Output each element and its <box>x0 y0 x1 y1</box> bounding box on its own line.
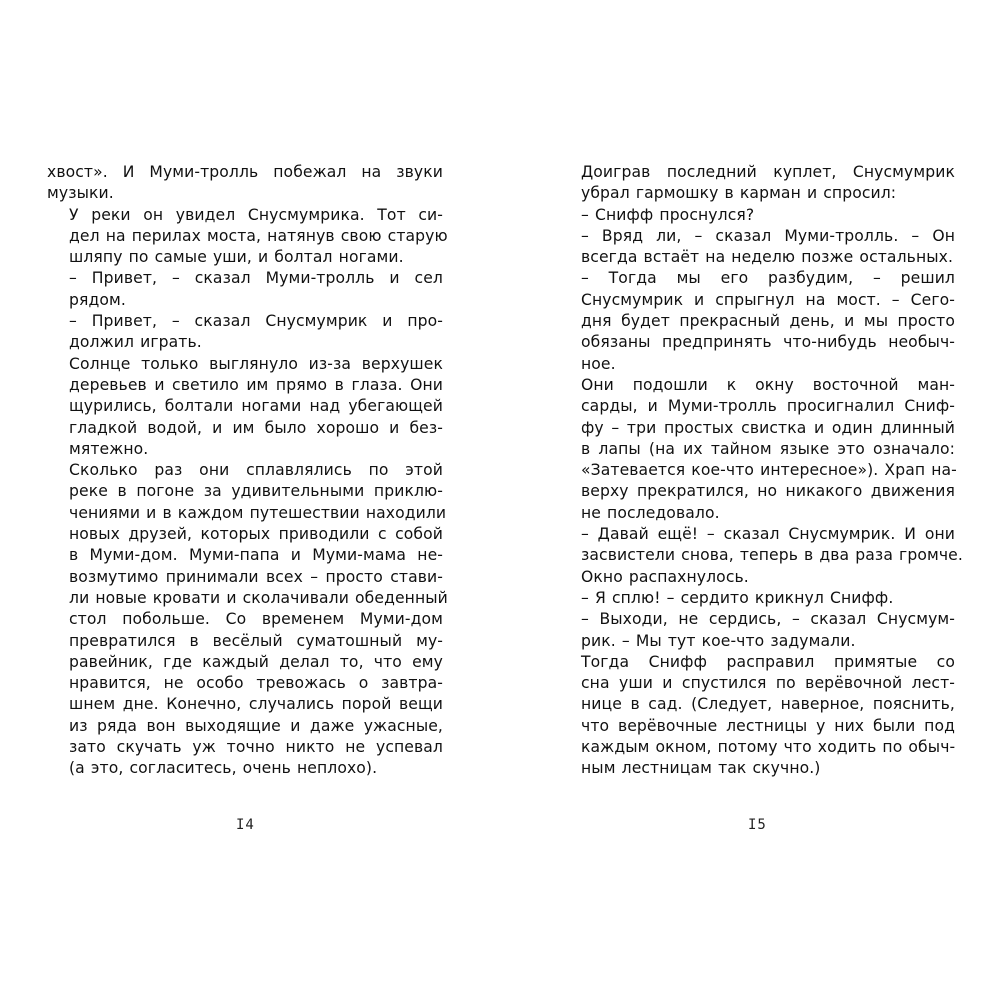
text-line: – Выходи, не сердись, – сказал Снусмум- <box>581 610 955 629</box>
text-line: равейник, где каждый делал то, что ему <box>69 652 443 671</box>
text-line: – Вряд ли, – сказал Муми-тролль. – Он <box>581 226 955 245</box>
text-line: – Давай ещё! – сказал Снусмумрик. И они <box>581 525 955 544</box>
right-page-text <box>559 162 963 780</box>
text-line: – Тогда мы его разбудим, – решил <box>581 269 955 288</box>
text-line: нице в сад. (Следует, наверное, пояснить, <box>581 695 955 714</box>
paragraph <box>47 268 443 311</box>
text-line: новых друзей, которых приводили с собой <box>69 525 443 544</box>
paragraph <box>47 162 443 205</box>
paragraph <box>559 205 955 226</box>
paragraph <box>559 652 955 780</box>
text-line: У реки он увидел Снусмумрика. Тот си- <box>69 205 443 224</box>
paragraph <box>559 268 955 374</box>
text-line: ли новые кровати и сколачивали обеденный <box>69 588 448 607</box>
text-line: дня будет прекрасный день, и мы просто <box>581 312 955 331</box>
paragraph <box>559 524 963 567</box>
text-line: Окно распахнулось. <box>581 567 749 586</box>
text-line: чениями и в каждом путешествии находили <box>69 503 447 522</box>
left-page-number: I4 <box>236 817 255 833</box>
text-line: зато скучать уж точно никто не успевал <box>69 738 443 757</box>
paragraph <box>559 226 955 269</box>
paragraph <box>559 567 955 588</box>
text-line: каждым окном, потому что ходить по обыч- <box>581 738 956 757</box>
text-line: щурились, болтали ногами над убегающей <box>69 397 443 416</box>
text-line: всегда встаёт на неделю позже остальных. <box>581 248 954 267</box>
text-line: что верёвочные лестницы у них были под <box>581 716 955 735</box>
text-line: гладкой водой, и им было хорошо и без- <box>69 418 443 437</box>
paragraph <box>559 162 955 205</box>
text-line: верху прекратился, но никакого движения <box>581 482 955 501</box>
text-line: превратился в весёлый суматошный му- <box>69 631 443 650</box>
paragraph <box>559 609 955 652</box>
text-line: шнем дне. Конечно, случались порой вещи <box>69 695 443 714</box>
text-line: засвистели снова, теперь в два раза громче. <box>581 546 963 565</box>
text-line: не последовало. <box>581 503 720 522</box>
text-line: возмутимо принимали всех – просто стави- <box>69 567 443 586</box>
text-line: ное. <box>581 354 616 373</box>
text-line: сарды, и Муми-тролль просигналил Сниф- <box>581 397 955 416</box>
text-line: Они подошли к окну восточной ман- <box>581 375 955 394</box>
text-line: Доиграв последний куплет, Снусмумрик <box>581 163 955 181</box>
text-line: (а это, согласитесь, очень неплохо). <box>69 759 378 778</box>
right-page <box>559 162 963 780</box>
text-line: в лапы (на их тайном языке это означало: <box>581 439 955 458</box>
paragraph <box>559 588 955 609</box>
right-page-number: I5 <box>748 817 767 833</box>
text-line: – Привет, – сказал Муми-тролль и сел <box>69 269 443 288</box>
text-line: музыки. <box>47 184 114 203</box>
paragraph <box>47 460 448 779</box>
text-line: Снусмумрик и спрыгнул на мост. – Сего- <box>581 290 955 309</box>
text-line: обязаны предпринять что-нибудь необыч- <box>581 333 955 352</box>
text-line: рик. – Мы тут кое-что задумали. <box>581 631 856 650</box>
text-line: Солнце только выглянуло из-за верхушек <box>69 354 443 373</box>
text-line: Тогда Снифф расправил примятые со <box>581 652 955 671</box>
text-line: фу – три простых свистка и один длинный <box>581 418 955 437</box>
text-line: дел на перилах моста, натянув свою старую <box>69 226 448 245</box>
text-line: «Затевается кое-что интересное»). Храп на- <box>581 461 957 480</box>
left-page <box>47 162 448 780</box>
text-line: реке в погоне за удивительными приклю- <box>69 482 443 501</box>
text-line: убрал гармошку в карман и спросил: <box>581 184 897 203</box>
text-line: шляпу по самые уши, и болтал ногами. <box>69 248 404 267</box>
text-line: – Привет, – сказал Снусмумрик и про- <box>69 312 443 331</box>
text-line: – Я сплю! – сердито крикнул Снифф. <box>581 588 894 607</box>
text-line: ным лестницам так скучно.) <box>581 759 821 778</box>
paragraph <box>559 375 955 524</box>
text-line: деревьев и светило им прямо в глаза. Они <box>69 375 443 394</box>
text-line: в Муми-дом. Муми-папа и Муми-мама не- <box>69 546 443 565</box>
text-line: стол побольше. Со временем Муми-дом <box>69 610 443 629</box>
text-line: нравится, не особо тревожась о завтра- <box>69 674 443 693</box>
text-line: мятежно. <box>69 439 149 458</box>
text-line: сна уши и спустился по верёвочной лест- <box>581 674 955 693</box>
text-line: должил играть. <box>69 333 202 352</box>
left-page-text <box>47 162 448 780</box>
text-line: – Снифф проснулся? <box>581 205 755 224</box>
paragraph <box>47 354 443 460</box>
text-line: из ряда вон выходящие и даже ужасные, <box>69 716 443 735</box>
text-line: рядом. <box>69 290 126 309</box>
text-line: хвост». И Муми-тролль побежал на звуки <box>47 163 443 181</box>
paragraph <box>47 311 443 354</box>
paragraph <box>47 205 448 269</box>
text-line: Сколько раз они сплавлялись по этой <box>69 461 443 480</box>
